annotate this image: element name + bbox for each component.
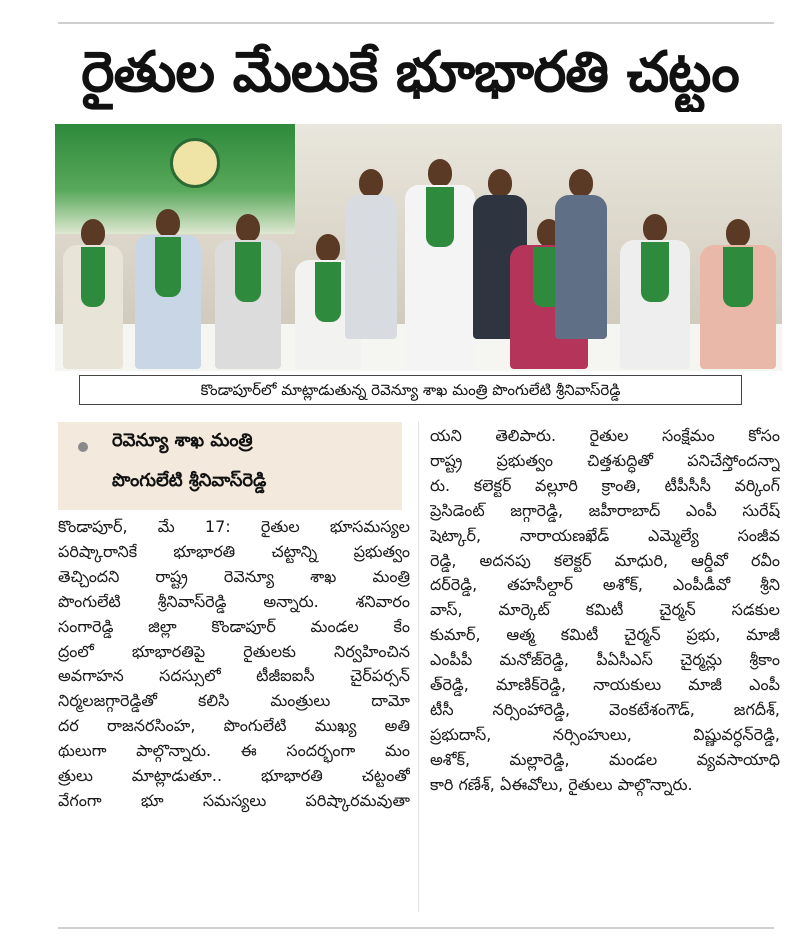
body-line: కుమార్, ఆత్మ కమిటీ చైర్మన్ ప్రభు, మాజీ (430, 625, 780, 645)
bullet-icon (78, 442, 88, 452)
photo-person (620, 214, 690, 369)
photo-person (63, 219, 123, 369)
body-line: రాష్ట్ర ప్రభుత్వం చిత్తశుద్ధితో పనిచేస్తోందన్నా (430, 450, 780, 470)
body-line: ఎంపీపీ మనోజ్‌రెడ్డి, పీఏసీఎస్ చైర్మన్లు శ్రీకాం (430, 650, 780, 670)
body-line: నిర్మలజగ్గారెడ్డితో కలిసి మంత్రులు దామో (58, 691, 410, 711)
photo-person (555, 169, 607, 339)
banner-logo-icon (170, 138, 220, 188)
body-line: సంగారెడ్డి జిల్లా కొండాపూర్ మండల కేం (58, 616, 410, 636)
photo-person (215, 214, 281, 369)
bottom-rule (58, 927, 774, 929)
body-line: కొండాపూర్, మే 17: రైతుల భూసమస్యల (58, 517, 410, 536)
top-rule (58, 22, 774, 24)
body-line: త్రులు మాట్లాడుతూ.. భూభారతి చట్టంతో (58, 766, 410, 786)
highlight-line-2: పొంగులేటి శ్రీనివాస్‌రెడ్డి (112, 470, 267, 491)
body-line: ద్రంలో భూభారతిపై రైతులకు నిర్వహించిన (58, 641, 410, 661)
highlight-line-1: రెవెన్యూ శాఖ మంత్రి (112, 430, 253, 451)
body-line: అశోక్, మల్లారెడ్డి, మండల వ్యవసాయాధి (430, 749, 780, 769)
event-photo (55, 124, 782, 371)
column-divider (418, 422, 419, 912)
body-line: కారి గణేశ్, ఏఈవోలు, రైతులు పాల్గొన్నారు. (430, 774, 693, 794)
photo-person (135, 209, 201, 369)
body-line: ప్రెసిడెంట్ జగ్గారెడ్డి, జహీరాబాద్ ఎంపీ సురేష్ (430, 500, 780, 520)
article-body-right (430, 424, 780, 798)
body-line: అవగాహన సదస్సులో టీజీఐఐసీ చైర్‌పర్సన్ (58, 666, 410, 686)
body-line: పరిష్కారానికే భూభారతి చట్టాన్ని ప్రభుత్వం (58, 541, 410, 561)
headline: రైతుల మేలుకే భూభారతి చట్టం (81, 40, 739, 105)
body-line: దర రాజనరసింహ, పొంగులేటి ముఖ్య అతి (58, 716, 410, 736)
body-line: యని తెలిపారు. రైతుల సంక్షేమం కోసం (430, 426, 780, 445)
body-line: త్‌రెడ్డి, మాణిక్‌రెడ్డి, నాయకులు మాజీ ఎంపీ (430, 675, 780, 695)
body-line: ప్రభుదాస్, నర్సింహులు, విష్ణువర్ధన్‌రెడ్డి, (430, 724, 780, 744)
body-line: పొంగులేటి శ్రీనివాస్‌రెడ్డి అన్నారు. శనివారం (58, 591, 410, 611)
body-line: షెట్కార్, నారాయణఖేడ్ ఎమ్మెల్యే సంజీవ (430, 525, 780, 545)
body-line: టీసీ నర్సింహారెడ్డి, వెంకటేశంగౌడ్, జగదీశ్, (430, 699, 780, 719)
body-line: దర్‌రెడ్డి, తహసీల్దార్ అశోక్, ఎంపీడీవో శ్రీని (430, 575, 780, 595)
body-line: వేగంగా భూ సమస్యలు పరిష్కారమవుతా (58, 790, 410, 810)
body-line: రెడ్డి, అదనపు కలెక్టర్ మాధురి, ఆర్డీవో రవీం (430, 550, 780, 570)
body-line: వాస్, మార్కెట్ కమిటీ చైర్మన్ సడకుల (430, 600, 780, 620)
article-body-left (58, 515, 410, 814)
highlight-box (58, 422, 402, 510)
photo-person (345, 169, 397, 339)
body-line: రు. కలెక్టర్ వల్లూరి క్రాంతి, టీపీసీసీ వర్కింగ్ (430, 475, 780, 495)
photo-caption: కొండాపూర్‌లో మాట్లాడుతున్న రెవెన్యూ శాఖ మంత్రి పొంగులేటి శ్రీనివాస్‌రెడ్డి (79, 375, 742, 405)
body-line: థులుగా పాల్గొన్నారు. ఈ సందర్భంగా మం (58, 741, 410, 761)
body-line: తెచ్చిందని రాష్ట్ర రెవెన్యూ శాఖ మంత్రి (58, 566, 410, 586)
photo-person-speaker (405, 159, 475, 371)
photo-person (700, 219, 776, 369)
